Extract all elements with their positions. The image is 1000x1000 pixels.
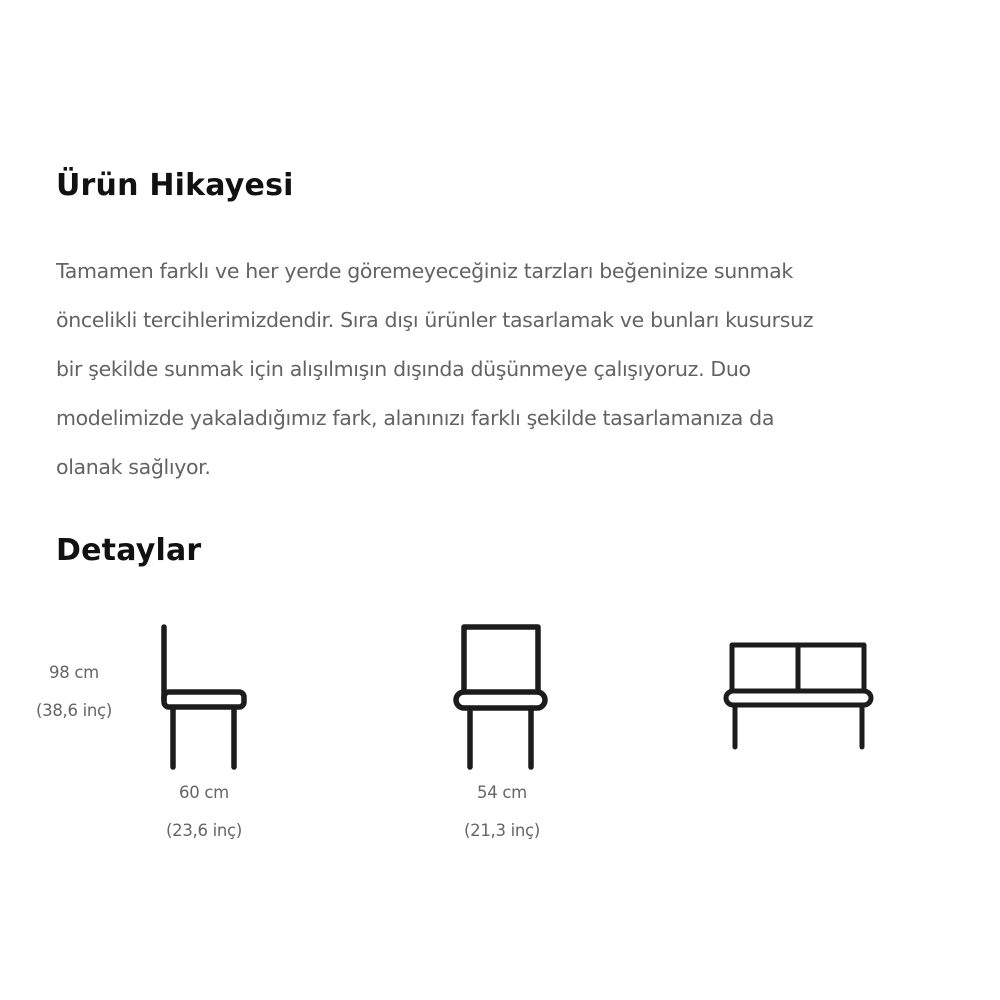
depth-inch: (23,6 inç) [166, 821, 242, 840]
height-cm: 98 cm [49, 663, 99, 682]
story-line: modelimizde yakaladığımız fark, alanınızı farklı şekilde tasarlamanıza da [56, 406, 775, 430]
story-line: olanak sağlıyor. [56, 455, 211, 479]
story-line: bir şekilde sunmak için alışılmışın dışında düşünmeye çalışıyoruz. Duo [56, 357, 751, 381]
depth-cm: 60 cm [179, 783, 229, 802]
story-line: Tamamen farklı ve her yerde göremeyeceğiniz tarzları beğeninize sunmak [56, 259, 793, 283]
details-title: Detaylar [56, 533, 202, 568]
width-cm: 54 cm [477, 783, 527, 802]
depth-dimension [150, 774, 258, 850]
story-line: öncelikli tercihlerimizdendir. Sıra dışı ürünler tasarlamak ve bunları kusursuz [56, 308, 814, 332]
width-inch: (21,3 inç) [464, 821, 540, 840]
width-dimension [448, 774, 556, 850]
height-inch: (38,6 inç) [36, 701, 112, 720]
story-title: Ürün Hikayesi [56, 168, 294, 203]
